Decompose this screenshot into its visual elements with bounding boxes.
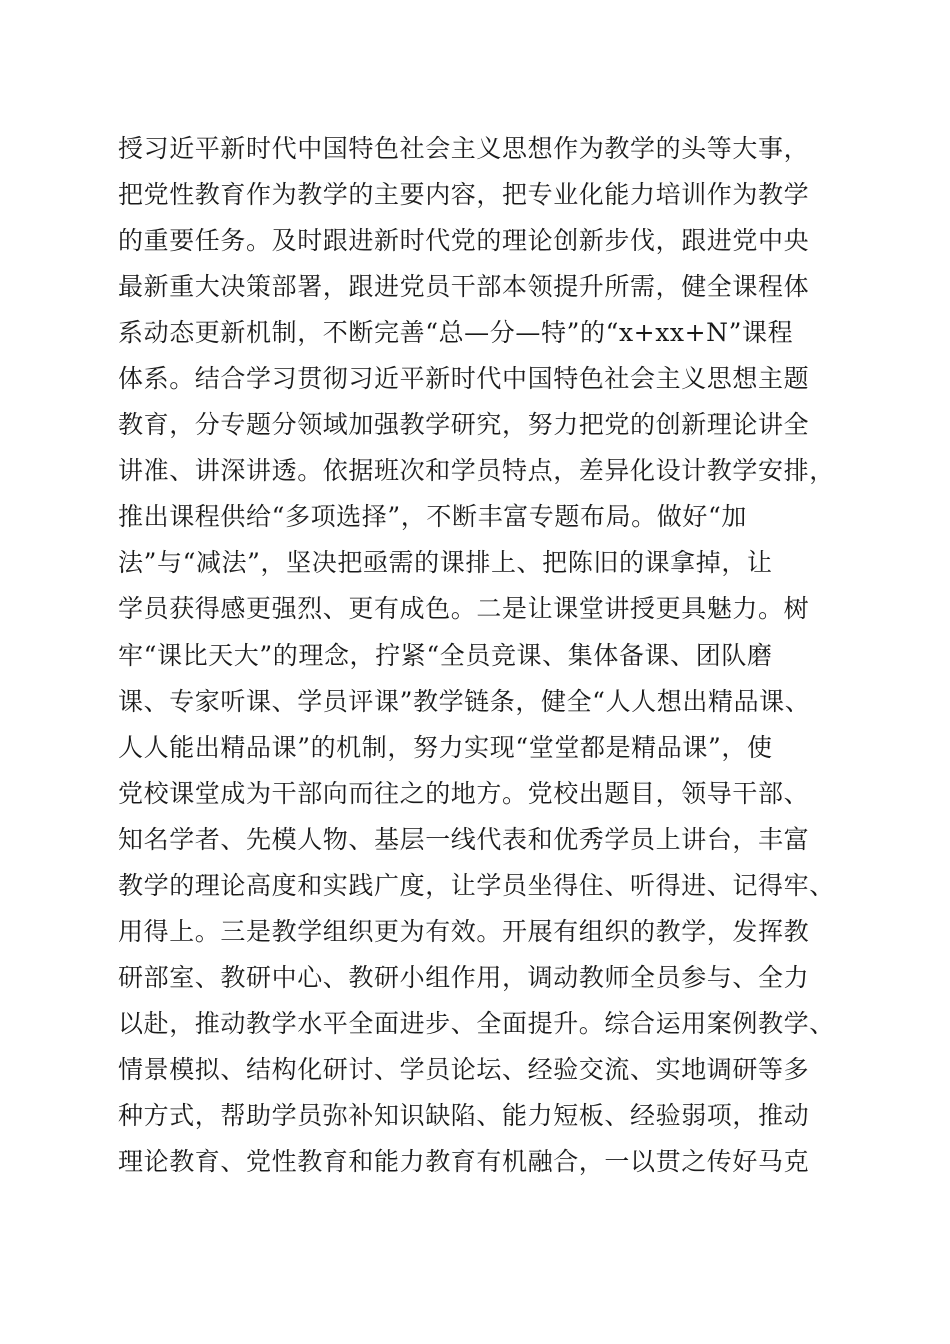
text-line-19: 研部室、教研中心、教研小组作用，调动教师全员参与、全力	[118, 962, 810, 992]
text-line-9: 推出课程供给“多项选择”，不断丰富专题布局。做好“加	[118, 502, 747, 532]
text-line-15: 党校课堂成为干部向而往之的地方。党校出题目，领导干部、	[118, 778, 810, 808]
text-line-18: 用得上。三是教学组织更为有效。开展有组织的教学，发挥教	[118, 916, 810, 946]
text-line-11: 学员获得感更强烈、更有成色。二是让课堂讲授更具魅力。树	[118, 594, 810, 624]
text-line-12: 牢“课比天大”的理念，拧紧“全员竞课、集体备课、团队磨	[118, 640, 773, 670]
text-line-23: 理论教育、党性教育和能力教育有机融合，一以贯之传好马克	[118, 1147, 810, 1177]
body-paragraph	[118, 126, 858, 1185]
text-line-17: 教学的理论高度和实践广度，让学员坐得住、听得进、记得牢、	[118, 870, 835, 900]
text-line-1: 授习近平新时代中国特色社会主义思想作为教学的头等大事，	[118, 134, 810, 163]
text-line-13: 课、专家听课、学员评课”教学链条，健全“人人想出精品课、	[118, 686, 811, 716]
text-line-3: 的重要任务。及时跟进新时代党的理论创新步伐，跟进党中央	[118, 226, 810, 256]
text-line-2: 把党性教育作为教学的主要内容，把专业化能力培训作为教学	[118, 180, 810, 210]
text-line-20: 以赴，推动教学水平全面进步、全面提升。综合运用案例教学、	[118, 1008, 835, 1038]
text-line-10: 法”与“减法”，坚决把亟需的课排上、把陈旧的课拿掉，让	[118, 548, 773, 578]
text-line-7: 教育，分专题分领域加强教学研究，努力把党的创新理论讲全	[118, 410, 810, 440]
text-line-16: 知名学者、先模人物、基层一线代表和优秀学员上讲台，丰富	[118, 824, 810, 854]
text-line-22: 种方式，帮助学员弥补知识缺陷、能力短板、经验弱项，推动	[118, 1100, 810, 1130]
text-line-5: 系动态更新机制，不断完善“总—分—特”的“x+xx+N”课程	[118, 318, 794, 348]
text-line-6: 体系。结合学习贯彻习近平新时代中国特色社会主义思想主题	[118, 364, 810, 394]
text-line-21: 情景模拟、结构化研讨、学员论坛、经验交流、实地调研等多	[118, 1054, 810, 1084]
text-line-8: 讲准、讲深讲透。依据班次和学员特点，差异化设计教学安排，	[118, 456, 835, 486]
text-line-14: 人人能出精品课”的机制，努力实现“堂堂都是精品课”，使	[118, 732, 773, 762]
text-line-4: 最新重大决策部署，跟进党员干部本领提升所需，健全课程体	[118, 272, 810, 302]
